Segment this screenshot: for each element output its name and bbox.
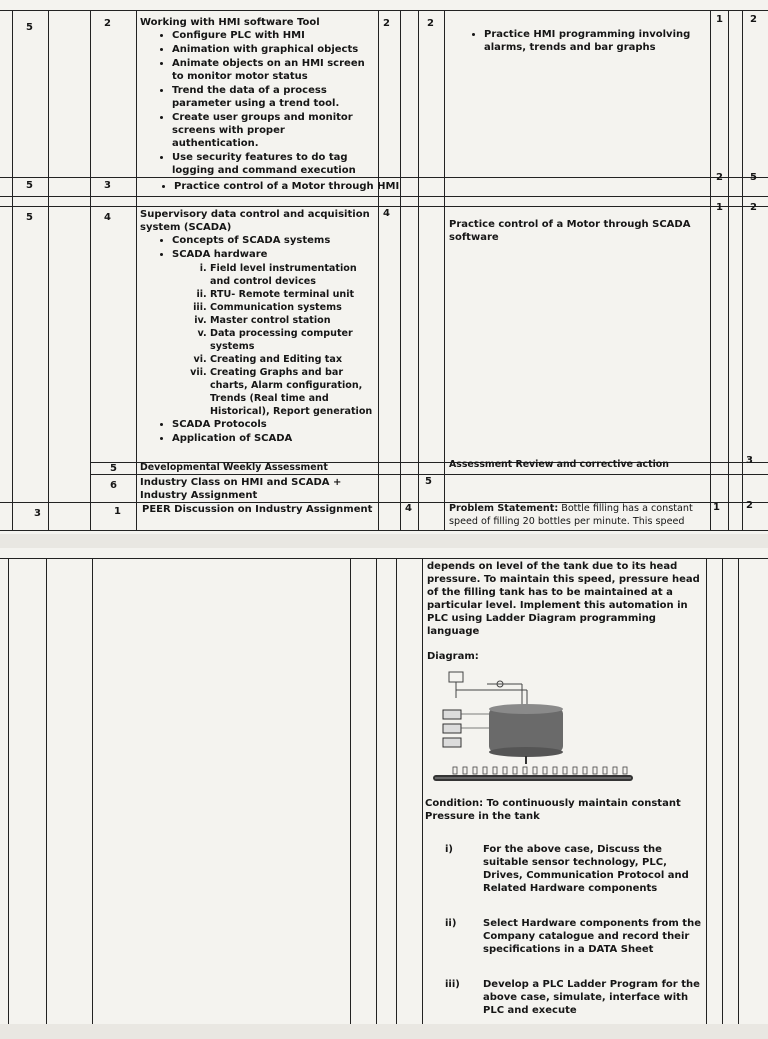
- hardware-item: i. Field level instrumentation and control devices: [210, 262, 376, 288]
- column-border: [136, 10, 137, 530]
- content-bullet: • Animation with graphical objects: [172, 43, 374, 56]
- column-border: [710, 10, 711, 530]
- row-border: [0, 530, 768, 531]
- content-bullet: • Concepts of SCADA systems: [172, 234, 376, 247]
- cell-score: 2: [750, 14, 757, 25]
- column-border: [12, 10, 13, 530]
- cell-practice: [472, 28, 706, 55]
- content-bullet: • Trend the data of a process parameter using a trend tool.: [172, 84, 374, 110]
- content-bullet: • Configure PLC with HMI: [172, 29, 374, 42]
- row-border: [0, 177, 768, 178]
- hardware-item: ii. RTU- Remote terminal unit: [210, 288, 376, 301]
- question-text: For the above case, Discuss the suitable sensor technology, PLC, Drives, Communication Protocol and Related Hardware components: [483, 844, 689, 894]
- question-number: i): [445, 844, 453, 855]
- content-bullet: • Animate objects on an HMI screen to monitor motor status: [172, 57, 374, 83]
- column-border: [738, 558, 739, 1024]
- column-border: [400, 10, 401, 530]
- cell-content: [140, 208, 376, 446]
- content-bullet: • Create user groups and monitor screens with proper authentication.: [172, 111, 374, 150]
- condition-text: Condition: To continuously maintain constant Pressure in the tank: [425, 798, 681, 822]
- cell-week: 5: [26, 22, 33, 33]
- column-border: [48, 10, 49, 530]
- cell-content: Industry Class on HMI and SCADA + Industry Assignment: [140, 477, 342, 501]
- cell-hours: 5: [425, 476, 432, 487]
- diagram-label: Diagram:: [427, 651, 479, 662]
- cell-hours: 2: [383, 18, 390, 29]
- cell-score: 1: [713, 502, 720, 513]
- cell-session: 3: [104, 180, 111, 191]
- problem-continuation: depends on level of the tank due to its head pressure. To maintain this speed, pressure head of the filling tank has to be maintained at a particular level. Implement this automation in PLC using Ladder Diagram programming language: [427, 561, 700, 637]
- cell-hours: 4: [383, 208, 390, 219]
- question-number: ii): [445, 918, 457, 929]
- cell-practice: Assessment Review and corrective action: [449, 459, 669, 470]
- cell-score: 5: [750, 172, 757, 183]
- cell-session: 1: [114, 506, 121, 517]
- question-item: [425, 917, 705, 956]
- cell-week: 5: [26, 180, 33, 191]
- question-item: [425, 978, 705, 1017]
- cell-session: 4: [104, 212, 111, 223]
- column-border: [396, 558, 397, 1024]
- row-border: [0, 206, 768, 207]
- page-gap: [0, 534, 768, 548]
- cell-hours: 4: [405, 503, 412, 514]
- cell-score: 1: [716, 202, 723, 213]
- row-border: [0, 10, 768, 11]
- cell-practice: Practice control of a Motor through SCADA software: [449, 219, 691, 243]
- cell-content: [162, 180, 422, 194]
- column-border: [444, 10, 445, 530]
- column-border: [742, 10, 743, 530]
- content-bullet: • SCADA Protocols: [172, 418, 376, 431]
- cell-content: Developmental Weekly Assessment: [140, 462, 328, 473]
- column-border: [378, 10, 379, 530]
- cell-score: 2: [750, 202, 757, 213]
- column-border: [46, 558, 47, 1024]
- bottle-filling-diagram: [427, 668, 637, 793]
- column-border: [728, 10, 729, 530]
- hardware-item: v. Data processing computer systems: [210, 327, 376, 353]
- column-border: [8, 558, 9, 1024]
- cell-score: 2: [746, 500, 753, 511]
- column-border: [422, 558, 423, 1024]
- problem-label: Problem Statement:: [449, 503, 559, 514]
- hardware-item: iv. Master control station: [210, 314, 376, 327]
- cell-score: 2: [716, 172, 723, 183]
- cell-hours: 2: [427, 18, 434, 29]
- cell-score: 3: [746, 455, 753, 466]
- content-bullet: • Practice control of a Motor through HMI: [174, 180, 422, 193]
- content-title: Supervisory data control and acquisition system (SCADA): [140, 209, 370, 233]
- column-border: [418, 10, 419, 530]
- question-item: [425, 843, 705, 895]
- question-list: [425, 843, 705, 1039]
- practice-bullet: • Practice HMI programming involving alarms, trends and bar graphs: [484, 28, 706, 54]
- problem-text: Bottle filling has a constant speed of filling 20 bottles per minute. This speed: [449, 503, 693, 527]
- question-number: iii): [445, 979, 460, 990]
- row-border: [90, 474, 768, 475]
- content-bullet: • Use security features to do tag logging and command execution: [172, 151, 374, 177]
- column-border: [706, 558, 707, 1024]
- cell-session: 6: [110, 480, 117, 491]
- cell-session: 2: [104, 18, 111, 29]
- column-border: [722, 558, 723, 1024]
- content-bullet: • Application of SCADA: [172, 432, 376, 445]
- content-bullet: • SCADA hardware: [172, 248, 376, 261]
- cell-problem: [449, 502, 707, 528]
- cell-session: 5: [110, 463, 117, 474]
- row-border: [0, 196, 768, 197]
- content-title: Working with HMI software Tool: [140, 17, 320, 28]
- cell-week: 5: [26, 212, 33, 223]
- row-border: [0, 558, 768, 559]
- cell-score: 1: [716, 14, 723, 25]
- question-text: Select Hardware components from the Company catalogue and record their specifications in a DATA Sheet: [483, 918, 701, 955]
- column-border: [350, 558, 351, 1024]
- cell-week: 3: [34, 508, 41, 519]
- question-text: Develop a PLC Ladder Program for the above case, simulate, interface with PLC and execute: [483, 979, 700, 1016]
- cell-content: [140, 16, 374, 178]
- column-border: [92, 558, 93, 1024]
- column-border: [90, 10, 91, 530]
- hardware-item: iii. Communication systems: [210, 301, 376, 314]
- cell-content: PEER Discussion on Industry Assignment: [142, 504, 373, 515]
- hardware-item: vii. Creating Graphs and bar charts, Alarm configuration, Trends (Real time and Historical), Report generation: [210, 366, 376, 418]
- column-border: [376, 558, 377, 1024]
- hardware-item: vi. Creating and Editing tax: [210, 353, 376, 366]
